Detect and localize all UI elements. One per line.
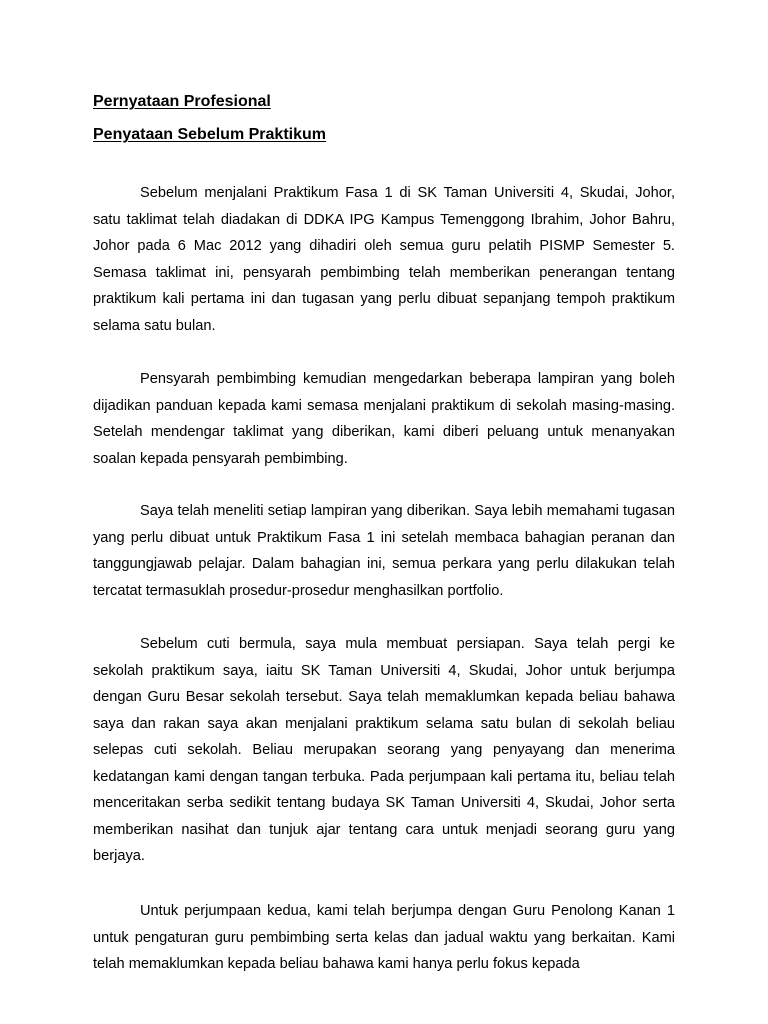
paragraph-1: Sebelum menjalani Praktikum Fasa 1 di SK Taman Universiti 4, Skudai, Johor, satu taklimat telah diadakan di DDKA IPG Kampus Temenggong Ibrahim, Johor Bahru, Johor pada 6 Mac 2012 yang dihadiri oleh semua guru pelatih PISMP Semester 5. Semasa taklimat ini, pensyarah pembimbing telah memberikan penerangan tentang praktikum kali pertama ini dan tugasan yang perlu dibuat sepanjang tempoh praktikum selama satu bulan. [93,185,675,334]
paragraph-3: Saya telah meneliti setiap lampiran yang diberikan. Saya lebih memahami tugasan yang perlu dibuat untuk Praktikum Fasa 1 ini setelah membaca bahagian peranan dan tanggungjawab pelajar. Dalam bahagian ini, semua perkara yang perlu dilakukan telah tercatat termasuklah prosedur-prosedur menghasilkan portfolio. [93,503,675,599]
paragraph-5: Untuk perjumpaan kedua, kami telah berjumpa dengan Guru Penolong Kanan 1 untuk pengaturan guru pembimbing serta kelas dan jadual waktu yang berkaitan. Kami telah memaklumkan kepada beliau bahawa kami hanya perlu fokus kepada [93,903,675,972]
document-title: Pernyataan Profesional [93,93,271,110]
paragraph-4: Sebelum cuti bermula, saya mula membuat persiapan. Saya telah pergi ke sekolah praktikum saya, iaitu SK Taman Universiti 4, Skudai, Johor untuk berjumpa dengan Guru Besar sekolah tersebut. Saya telah memaklumkan kepada beliau bahawa saya dan rakan saya akan menjalani praktikum selama satu bulan di sekolah beliau selepas cuti sekolah. Beliau merupakan seorang yang penyayang dan menerima kedatangan kami dengan tangan terbuka. Pada perjumpaan kali pertama itu, beliau telah menceritakan serba sedikit tentang budaya SK Taman Universiti 4, Skudai, Johor serta memberikan nasihat dan tunjuk ajar tentang cara untuk menjadi seorang guru yang berjaya. [93,636,675,864]
paragraph-2: Pensyarah pembimbing kemudian mengedarkan beberapa lampiran yang boleh dijadikan panduan kepada kami semasa menjalani praktikum di sekolah masing-masing. Setelah mendengar taklimat yang diberikan, kami diberi peluang untuk menanyakan soalan kepada pensyarah pembimbing. [93,371,675,467]
section-heading: Penyataan Sebelum Praktikum [93,126,326,143]
